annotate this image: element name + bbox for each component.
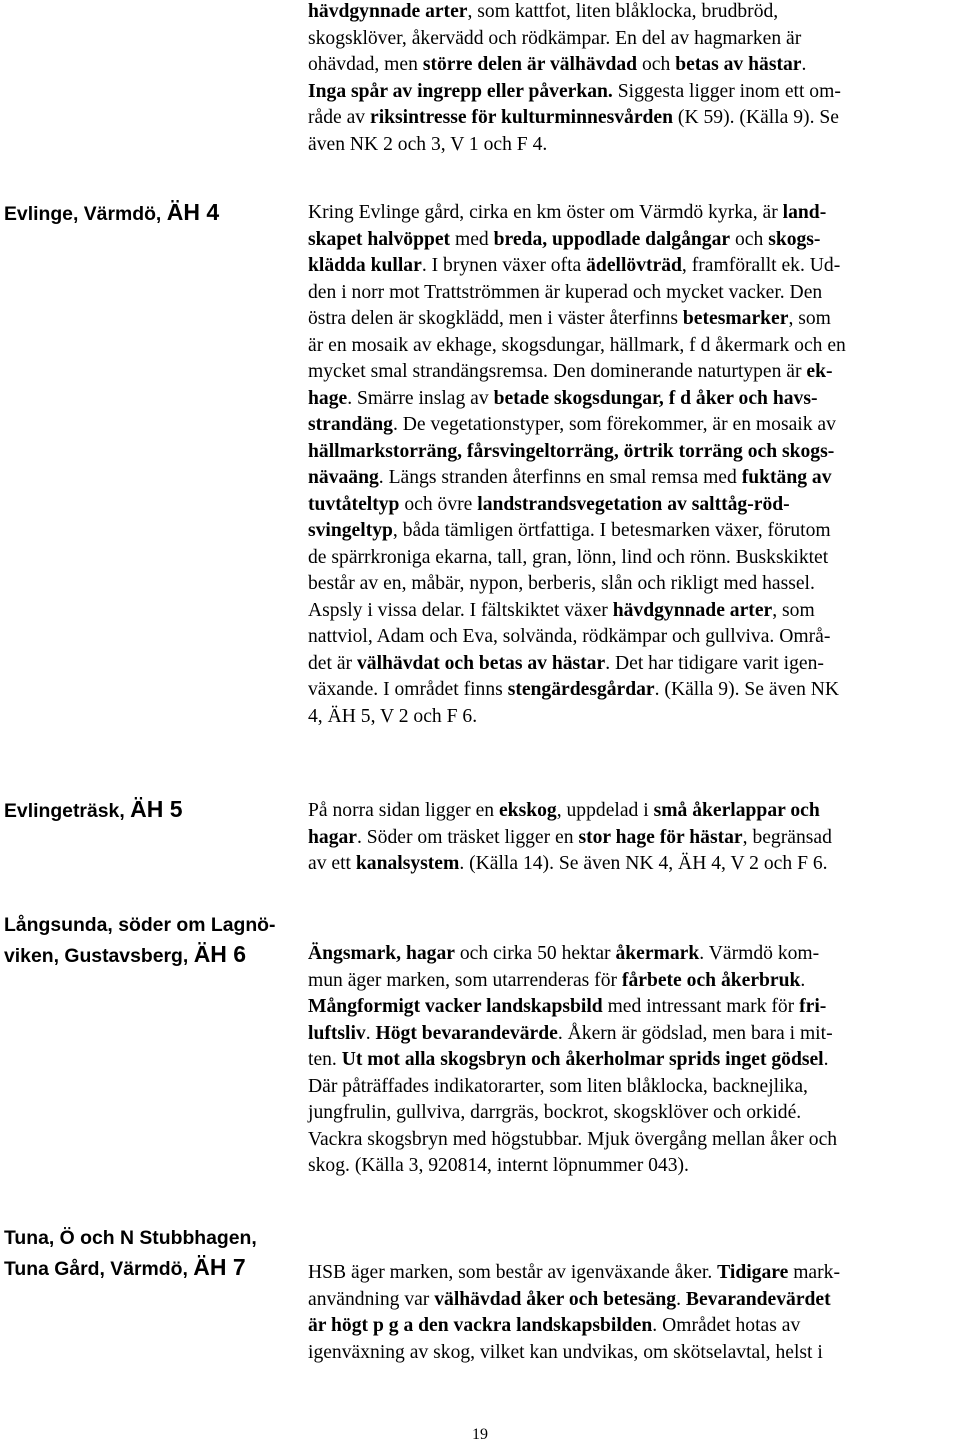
text: och xyxy=(730,228,769,250)
bold-text: Ut mot alla skogsbryn och åkerholmar sprids inget gödsel xyxy=(341,1049,824,1070)
bold-text: hagar xyxy=(308,826,357,848)
heading-code: ÄH 6 xyxy=(193,941,247,967)
bold-text: Bevarandevärdet xyxy=(685,1288,831,1310)
text: användning var xyxy=(308,1288,435,1310)
text-line xyxy=(308,1127,958,1154)
text: , som kattfot, liten blåklocka, brudbröd, xyxy=(467,1,779,22)
bold-text: strandäng xyxy=(308,414,393,435)
bold-text: betesmarker xyxy=(682,308,789,329)
text: Aspsly i vissa delar. I fältskiktet växer xyxy=(308,599,613,621)
text-line xyxy=(308,52,958,79)
bold-text: Mångformigt vacker landskapsbild xyxy=(308,996,603,1017)
text-line xyxy=(308,571,958,598)
text: nattviol, Adam och Eva, solvända, rödkämpar och gullviva. Områ- xyxy=(308,626,831,647)
text: och xyxy=(637,54,676,75)
text: mycket smal strandängsremsa. Den dominerande naturtypen är xyxy=(308,361,807,382)
text-line xyxy=(308,280,958,307)
text: 4, ÄH 5, V 2 och F 6. xyxy=(308,705,478,727)
text: och cirka 50 hektar xyxy=(454,943,616,964)
text: . Området hotas av xyxy=(652,1315,801,1336)
text-line xyxy=(308,0,958,26)
bold-text: skogs- xyxy=(768,228,821,250)
text: HSB äger marken, som består av igenväxande åker. xyxy=(308,1262,718,1283)
bold-text: större delen är välhävdad xyxy=(422,54,638,75)
bold-text: stor hage för hästar xyxy=(578,826,743,848)
text: , framförallt ek. Ud- xyxy=(681,255,841,276)
text-line xyxy=(308,465,958,492)
text-line xyxy=(308,1153,958,1180)
bold-text: små åkerlappar och xyxy=(653,800,820,821)
text-line xyxy=(308,651,958,678)
bold-text: klädda kullar xyxy=(308,255,422,276)
text-line xyxy=(308,704,958,731)
text: , uppdelad i xyxy=(556,800,654,821)
bold-text: betade skogsdungar, f d åker och havs- xyxy=(493,387,818,409)
text-line xyxy=(308,518,958,545)
bold-text: riksintresse för kulturminnesvården xyxy=(370,107,674,128)
text-line xyxy=(308,1074,958,1101)
text-line xyxy=(308,994,958,1021)
text-line xyxy=(308,545,958,572)
text: växande. I området finns xyxy=(308,679,508,700)
text-line xyxy=(308,439,958,466)
heading-evlinge xyxy=(4,198,300,229)
text-line xyxy=(308,79,958,106)
heading-code: ÄH 5 xyxy=(130,796,183,822)
bold-text: Tidigare xyxy=(717,1262,789,1283)
bold-text: svingeltyp xyxy=(308,520,393,541)
text-line xyxy=(308,26,958,53)
text: , som xyxy=(788,308,831,329)
bold-text: Ängsmark, hagar xyxy=(308,943,455,964)
text: (K 59). (Källa 9). Se xyxy=(673,107,839,128)
text: . Det har tidigare varit igen- xyxy=(605,652,824,674)
text: . Värmdö kom- xyxy=(699,943,820,964)
page-number: 19 xyxy=(472,1426,488,1443)
paragraph-langsunda xyxy=(308,941,958,1180)
text: och övre xyxy=(399,493,478,515)
text: jungfrulin, gullviva, darrgräs, bockrot, skogsklöver och orkidé. xyxy=(308,1102,802,1123)
text: de spärrkroniga ekarna, tall, gran, lönn, lind och rönn. Buskskiktet xyxy=(308,546,829,568)
text: råde av xyxy=(308,107,371,128)
bold-text: nävaäng xyxy=(308,467,379,488)
text: . Smärre inslag av xyxy=(347,387,494,409)
bold-text: fri- xyxy=(799,996,827,1017)
heading-code: ÄH 7 xyxy=(193,1254,246,1280)
text-line xyxy=(308,598,958,625)
text: . Längs stranden återfinns en smal remsa med xyxy=(378,467,742,488)
bold-text: tuvtåteltyp xyxy=(308,493,400,515)
text: Siggesta ligger inom ett om- xyxy=(612,80,841,102)
text: igenväxning av skog, vilket kan undvikas, om skötselavtal, helst i xyxy=(308,1341,823,1363)
bold-text: land- xyxy=(782,202,827,223)
text: På norra sidan ligger en xyxy=(308,800,499,821)
bold-text: stengärdesgårdar xyxy=(507,679,655,700)
text: . (Källa 9). Se även NK xyxy=(654,679,840,700)
bold-text: är högt p g a den vackra landskapsbilden xyxy=(308,1315,653,1336)
text-line xyxy=(308,227,958,254)
text-line xyxy=(308,624,958,651)
text: . Söder om träsket ligger en xyxy=(356,826,579,848)
text: med xyxy=(450,228,494,250)
text-line xyxy=(308,105,958,132)
text: , begränsad xyxy=(742,826,832,848)
text-line xyxy=(308,333,958,360)
text: mark- xyxy=(788,1262,840,1283)
intro-paragraph xyxy=(308,0,958,158)
text-line xyxy=(308,253,958,280)
heading-name: Evlingeträsk, xyxy=(4,800,131,822)
text-line xyxy=(308,798,958,825)
text-line xyxy=(308,132,958,159)
bold-text: betas av hästar xyxy=(675,54,802,75)
text: består av en, måbär, nypon, berberis, slån och rikligt med hassel. xyxy=(308,573,815,594)
text: ohävdad, men xyxy=(308,54,423,75)
bold-text: välhävdad åker och betesäng xyxy=(434,1288,677,1310)
paragraph-evlinge xyxy=(308,200,958,730)
text: mun äger marken, som utarrenderas för xyxy=(308,969,622,991)
text: skogsklöver, åkervädd och rödkämpar. En del av hagmarken är xyxy=(308,27,802,49)
text-line xyxy=(308,492,958,519)
text: . xyxy=(801,54,807,75)
heading-evlingetrask xyxy=(4,795,300,826)
text: det är xyxy=(308,652,357,674)
text-line xyxy=(308,1021,958,1048)
bold-text: hällmarkstorräng, fårsvingeltorräng, örtrik torräng och skogs- xyxy=(308,440,835,462)
heading-langsunda xyxy=(4,911,300,971)
bold-text: hävdgynnade arter xyxy=(308,1,468,22)
bold-text: kanalsystem xyxy=(355,853,460,874)
text: även NK 2 och 3, V 1 och F 4. xyxy=(308,133,548,155)
bold-text: breda, uppodlade dalgångar xyxy=(493,228,731,250)
bold-text: åkermark xyxy=(615,943,700,964)
bold-text: hage xyxy=(308,387,348,409)
heading-tuna xyxy=(4,1224,300,1284)
bold-text: välhävdat och betas av hästar xyxy=(356,652,606,674)
text: östra delen är skogklädd, men i väster återfinns xyxy=(308,308,683,329)
bold-text: fuktäng av xyxy=(741,467,832,488)
text-line xyxy=(308,306,958,333)
bold-text: luftsliv xyxy=(308,1022,366,1044)
text: skog. (Källa 3, 920814, internt löpnummer 043). xyxy=(308,1155,689,1176)
text-line xyxy=(308,1100,958,1127)
bold-text: Inga spår av ingrepp eller påverkan. xyxy=(308,80,613,102)
text: med intressant mark för xyxy=(602,996,800,1017)
heading-name: viken, Gustavsberg, xyxy=(4,945,194,967)
text-line xyxy=(308,1340,958,1367)
text: . xyxy=(676,1288,686,1310)
bold-text: ekskog xyxy=(498,800,557,821)
text: , som xyxy=(772,599,815,621)
text: , båda tämligen örtfattiga. I betesmarken växer, förutom xyxy=(392,520,831,541)
text-line xyxy=(308,1260,958,1287)
text-line xyxy=(308,359,958,386)
text: . xyxy=(365,1022,376,1044)
text: . (Källa 14). Se även NK 4, ÄH 4, V 2 och F 6. xyxy=(459,853,828,874)
text: är en mosaik av ekhage, skogsdungar, hällmark, f d åkermark och en xyxy=(308,334,846,356)
bold-text: hävdgynnade arter xyxy=(612,599,773,621)
text-line xyxy=(308,968,958,995)
text: Vackra skogsbryn med högstubbar. Mjuk övergång mellan åker och xyxy=(308,1128,838,1150)
heading-name: Tuna Gård, Värmdö, xyxy=(4,1258,194,1280)
bold-text: ek- xyxy=(806,361,833,382)
text: den i norr mot Trattströmmen är kuperad och mycket vacker. Den xyxy=(308,281,823,303)
paragraph-evlingetrask xyxy=(308,798,958,878)
bold-text: ädellövträd xyxy=(586,255,682,276)
text: . Åkern är gödslad, men bara i mit- xyxy=(557,1022,833,1044)
text-line xyxy=(308,1047,958,1074)
text-line xyxy=(308,412,958,439)
text-line xyxy=(308,200,958,227)
text-line xyxy=(308,825,958,852)
text-line xyxy=(308,677,958,704)
text: ten. xyxy=(308,1049,342,1070)
bold-text: Högt bevarandevärde xyxy=(375,1022,558,1044)
bold-text: fårbete och åkerbruk xyxy=(621,969,801,991)
text: . xyxy=(800,969,806,991)
bold-text: skapet halvöppet xyxy=(308,228,451,250)
text: Där påträffades indikatorarter, som liten blåklocka, backnejlika, xyxy=(308,1075,808,1097)
text: av ett xyxy=(308,853,356,874)
heading-name: Evlinge, Värmdö, xyxy=(4,203,167,225)
paragraph-tuna xyxy=(308,1260,958,1366)
text-line xyxy=(308,1287,958,1314)
text: Kring Evlinge gård, cirka en km öster om Värmdö kyrka, är xyxy=(308,202,783,223)
text: . De vegetationstyper, som förekommer, är en mosaik av xyxy=(392,414,836,435)
text-line xyxy=(308,1313,958,1340)
text: . I brynen växer ofta xyxy=(421,255,587,276)
text-line xyxy=(308,851,958,878)
heading-line: Tuna, Ö och N Stubbhagen, xyxy=(4,1227,257,1249)
bold-text: landstrandsvegetation av salttåg-röd- xyxy=(477,493,790,515)
heading-code: ÄH 4 xyxy=(166,199,220,225)
heading-line: Långsunda, söder om Lagnö- xyxy=(4,914,276,936)
text-line xyxy=(308,386,958,413)
text-line xyxy=(308,941,958,968)
text: . xyxy=(823,1049,829,1070)
